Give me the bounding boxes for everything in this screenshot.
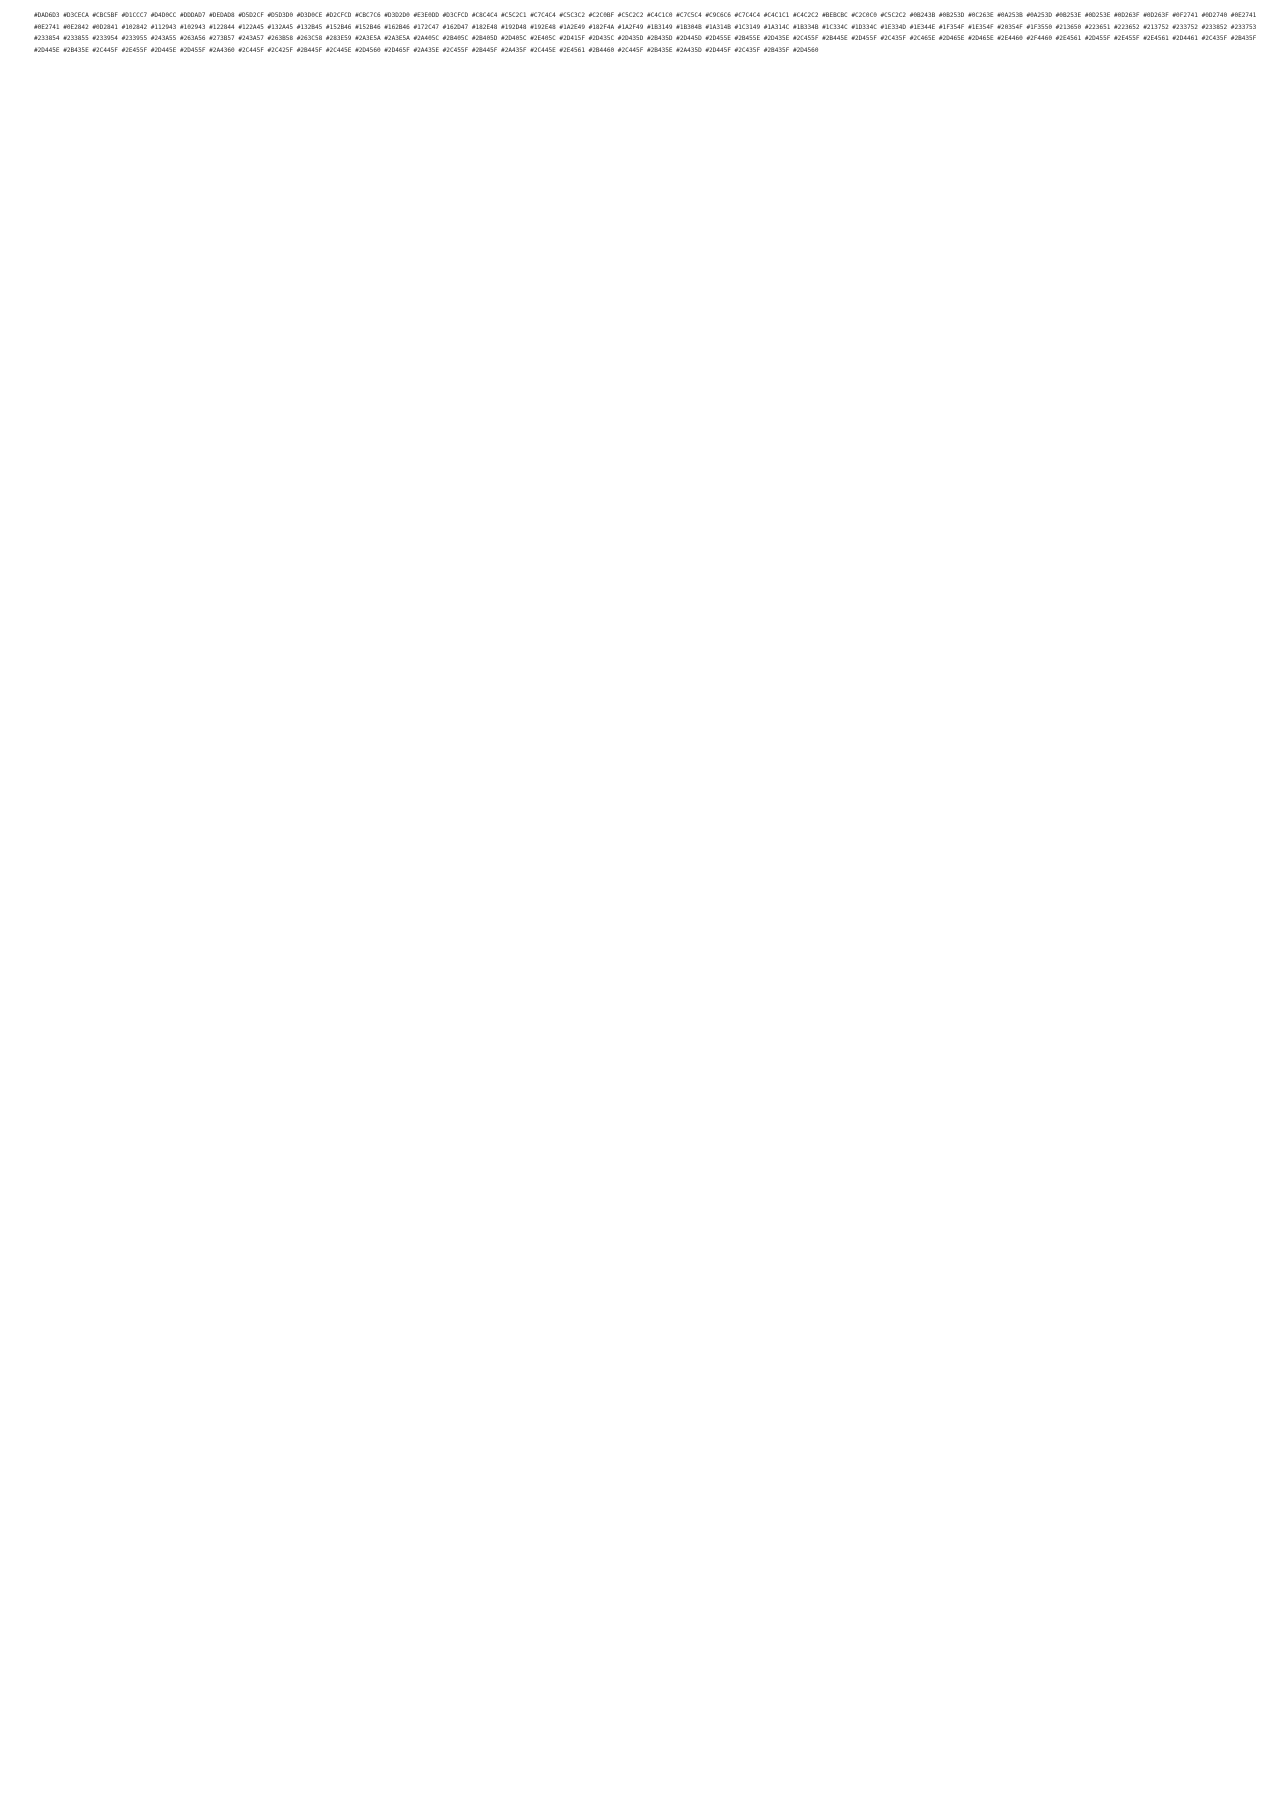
hex-color-text-block: #DAD6D3 #D3CECA #CBC5BF #D1CCC7 #D4D0CC #DDDAD7 #DEDAD8 #D5D2CF #D5D3D0 #D3D0CE #D2CFCD #CBC7C6 #D3D2D0 #E3E0DD #D3CFCD #C8C4C4 #C5C2C1 #C7C4C4 #C5C3C2 #C2C0BF #C5C2C2 #C4C1C0 #C7C5C4 #C9C6C6 #C7C4C4 #C4C1C1 #C4C2C2 #BEBCBC #C2C0C0 #C5C2C2 #0B243B #0B253D #0C263E #0A253B #0A253D #0B253E #0D253E #0D263F #0D263F #0F2741 #0D2740 #0E2741 #0E2741 #0E2842 #0D2841 #102842 #112943 #102943 #122844 #122A45 #132A45 #132B45 #152B46 #152B46 #162B46 #172C47 #162D47 #182E48 #192D48 #192E48 #1A2E49 #182F4A #1A2F49 #1B3149 #1B304B #1A314B #1C3149 #1A314C #1B334B #1C334C #1D334C #1E334D #1E344E #1F354F #1E354F #20354F #1F3550 #213650 #223651 #223652 #213752 #233752 #233852 #233753 #233854 #233855 #233954 #233955 #243A55 #263A56 #273B57 #243A57 #263B58 #263C58 #283E59 #2A3E5A #2A3E5A #2A405C #2B405C #2B405D #2D405C #2E405C #2D415F #2D435C #2D435D #2B435D #2D445D #2D455E #2B455E #2D435E #2C455F #2B445E #2D455F #2C435F #2C465E #2D465E #2D465E #2E4460 #2F4460 #2E4561 #2D455F #2E455F #2E4561 #2D4461 #2C435F #2B435F #2D445E #2B435E #2C445F #2E455F #2D445E #2D455F #2A4360 #2C445F #2C425F #2B445F #2C445E #2D4560 #2D465F #2A435E #2C455F #2B445F #2A435F #2C445E #2E4561 #2B4460 #2C445F #2B435E #2A435D #2D445F #2C435F #2B435F #2D4560 xyxy=(34,12,1257,54)
